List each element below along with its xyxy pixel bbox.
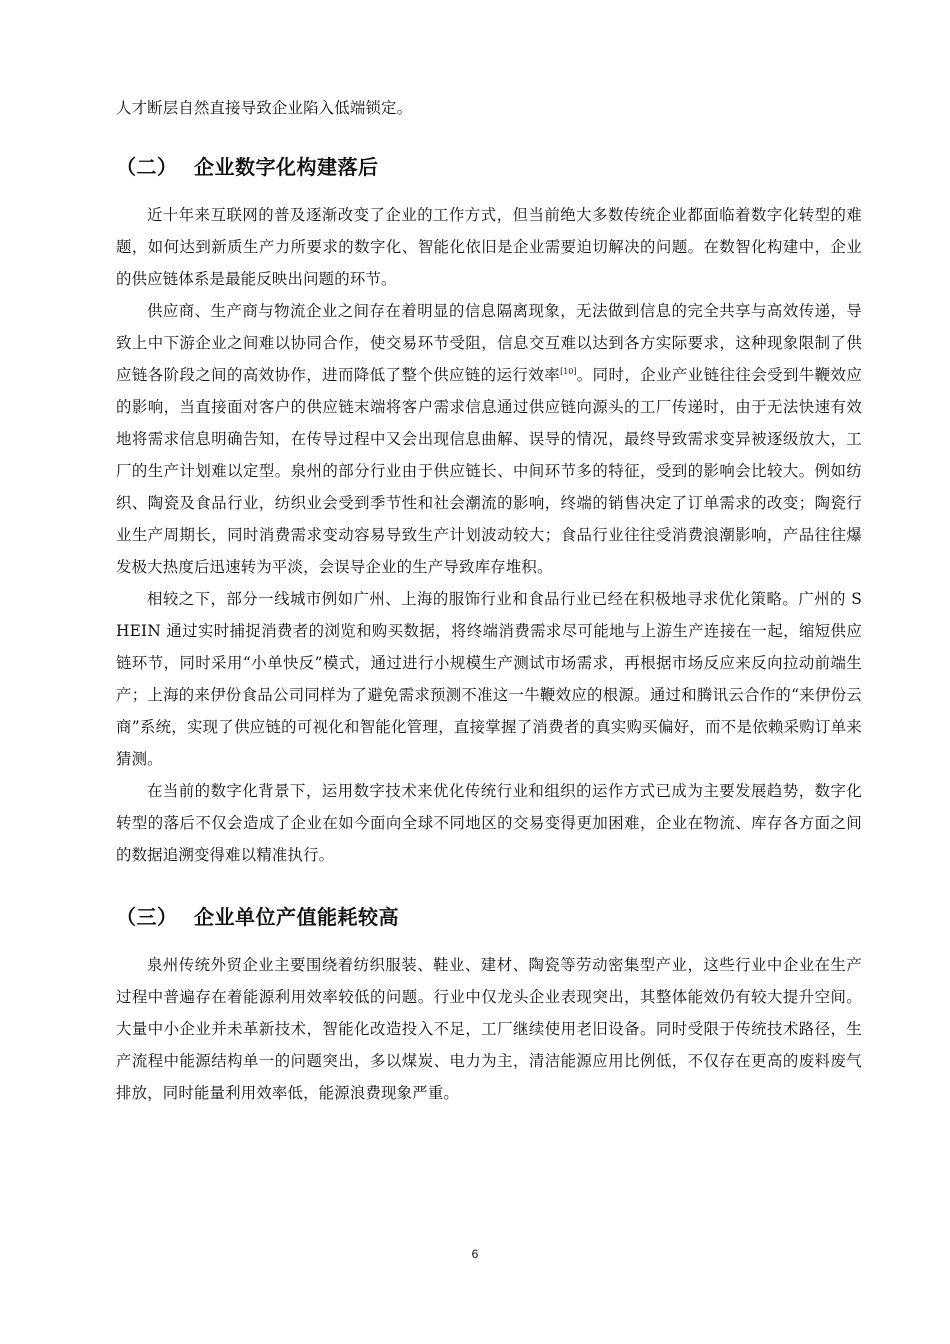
body-paragraph: 相较之下，部分一线城市例如广州、上海的服饰行业和食品行业已经在积极地寻求优化策略。广州的 SHEIN 通过实时捕捉消费者的浏览和购买数据，将终端消费需求尽可能地与上游生产连接在一起，缩短供应链环节，同时采用“小单快反”模式，通过进行小规模生产测试市场需求，再根据市场反应来反向拉动前端生产；上海的来伊份食品公司同样为了避免需求预测不准这一牛鞭效应的根源。通过和腾讯云合作的“来伊份云商”系统，实现了供应链的可视化和智能化管理，直接掌握了消费者的真实购买偏好，而不是依赖采购订单来猜测。 <box>116 590 862 768</box>
body-paragraph: 泉州传统外贸企业主要围绕着纺织服装、鞋业、建材、陶瓷等劳动密集型产业，这些行业中企业在生产过程中普遍存在着能源利用效率较低的问题。行业中仅龙头企业表现突出，其整体能效仍有较大提升空间。大量中小企业并未革新技术，智能化改造投入不足，工厂继续使用老旧设备。同时受限于传统技术路径，生产流程中能源结构单一的问题突出，多以煤炭、电力为主，清洁能源应用比例低，不仅存在更高的废料废气排放，同时能量利用效率低，能源浪费现象严重。 <box>116 956 862 1102</box>
section-title: 企业单位产值能耗较高 <box>194 905 399 929</box>
paragraph-text: 供应商、生产商与物流企业之间存在着明显的信息隔离现象，无法做到信息的完全共享与高效传递，导致上中下游企业之间难以协同合作，使交易环节受阻，信息交互难以达到各方实际要求，这种现象限制了供应链各阶段之间的高效协作，进而降低了整个供应链的运行效率 <box>116 302 862 384</box>
page-content <box>116 92 862 1109</box>
section-number: （二） <box>116 155 178 179</box>
section-heading-3 <box>116 901 862 933</box>
body-paragraph: 近十年来互联网的普及逐渐改变了企业的工作方式，但当前绝大多数传统企业都面临着数字化转型的难题，如何达到新质生产力所要求的数字化、智能化依旧是企业需要迫切解决的问题。在数智化构建中，企业的供应链体系是最能反映出问题的环节。 <box>116 206 862 288</box>
citation-reference: [10] <box>560 367 577 376</box>
body-paragraph: 在当前的数字化背景下，运用数字技术来优化传统行业和组织的运作方式已成为主要发展趋势，数字化转型的落后不仅会造成了企业在如今面向全球不同地区的交易变得更加困难，企业在物流、库存各方面之间的数据追溯变得难以精准执行。 <box>116 782 862 864</box>
section-number: （三） <box>116 905 178 929</box>
page-number: 6 <box>471 1247 479 1261</box>
body-paragraph <box>116 295 862 583</box>
section-heading-2 <box>116 151 862 183</box>
intro-paragraph: 人才断层自然直接导致企业陷入低端锁定。 <box>116 99 413 117</box>
section-title: 企业数字化构建落后 <box>194 155 379 179</box>
paragraph-text: 。同时，企业产业链往往会受到牛鞭效应的影响，当直接面对客户的供应链末端将客户需求信息通过供应链向源头的工厂传递时，由于无法快速有效地将需求信息明确告知，在传导过程中又会出现信息曲解、误导的情况，最终导致需求变异被逐级放大，工厂的生产计划难以定型。泉州的部分行业由于供应链长、中间环节多的特征，受到的影响会比较大。例如纺织、陶瓷及食品行业，纺织业会受到季节性和社会潮流的影响，终端的销售决定了订单需求的改变；陶瓷行业生产周期长，同时消费需求变动容易导致生产计划波动较大；食品行业往往受消费浪潮影响，产品往往爆发极大热度后迅速转为平淡，会误导企业的生产导致库存堆积。 <box>116 366 862 576</box>
